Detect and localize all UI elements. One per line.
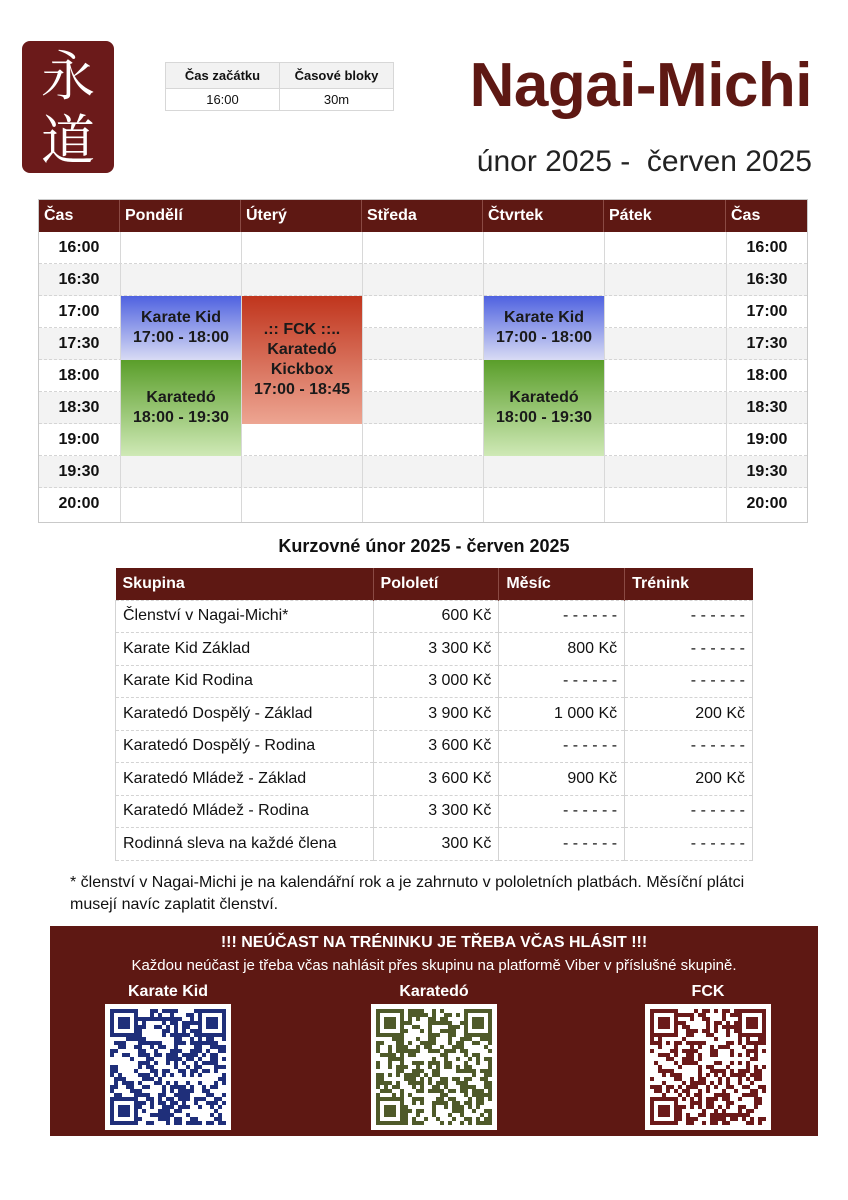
class-block-fck-tuesday[interactable] [242,296,362,424]
time-label-right: 18:00 [746,367,788,384]
class-time: 17:00 - 18:00 [495,329,593,346]
fee-month: 1 000 Kč [499,698,625,731]
table-row [116,633,753,666]
kanji-ei-glyph [33,45,103,105]
time-label-right: 17:30 [746,335,788,352]
club-logo [22,41,114,173]
fee-training: - - - - - - [625,600,753,633]
fees-col-month: Měsíc [499,568,625,600]
time-label-left: 18:30 [58,399,100,416]
class-name: Kickbox [270,361,334,378]
fees-col-training: Trénink [625,568,753,600]
class-time: 17:00 - 18:45 [253,381,351,398]
absence-notice-panel [50,926,818,1136]
fee-group: Členství v Nagai-Michi* [116,600,374,633]
class-block-karatedo-monday[interactable] [121,360,241,456]
col-friday: Pátek [604,200,726,232]
svg-text:永: 永 [41,45,95,105]
qr-code-karatedo[interactable] [371,1004,497,1130]
fee-training: - - - - - - [625,828,753,861]
class-time: 18:00 - 19:30 [132,409,230,426]
class-block-karatedo-thursday[interactable] [484,360,604,456]
period-subtitle: únor 2025 - červen 2025 [476,145,812,178]
fee-training: - - - - - - [625,795,753,828]
time-blocks-header: Časové bloky [280,63,394,89]
start-time-value: 16:00 [166,89,280,111]
fee-semester: 3 900 Kč [373,698,499,731]
table-row [116,828,753,861]
fee-month: - - - - - - [499,828,625,861]
schedule-row [39,232,807,264]
fee-semester: 3 600 Kč [373,730,499,763]
col-monday: Pondělí [120,200,241,232]
time-label-left: 19:00 [58,431,100,448]
start-time-header: Čas začátku [166,63,280,89]
class-name: Karatedó [509,389,579,406]
fee-month: - - - - - - [499,600,625,633]
time-label-left: 20:00 [58,495,100,512]
fee-group: Rodinná sleva na každé člena [116,828,374,861]
fees-title: Kurzovné únor 2025 - červen 2025 [278,536,570,556]
col-tuesday: Úterý [241,200,362,232]
time-label-right: 17:00 [746,303,788,320]
fee-training: 200 Kč [625,763,753,796]
qr-label-karatedo: Karatedó [399,983,469,1000]
schedule-header [39,200,807,232]
fee-semester: 3 300 Kč [373,795,499,828]
svg-text:道: 道 [41,109,95,169]
fee-semester: 3 300 Kč [373,633,499,666]
schedule-row [39,456,807,488]
fee-group: Karatedó Dospělý - Základ [116,698,374,731]
fees-col-semester: Pololetí [373,568,499,600]
qr-code-karate-kid[interactable] [105,1004,231,1130]
class-block-karate-kid-monday[interactable] [121,296,241,360]
time-label-right: 20:00 [746,495,788,512]
time-blocks-value: 30m [280,89,394,111]
class-name: Karatedó [146,389,216,406]
schedule-settings [165,62,394,111]
weekly-schedule [38,199,808,523]
fee-group: Karate Kid Rodina [116,665,374,698]
table-row [116,763,753,796]
fee-training: - - - - - - [625,730,753,763]
time-label-right: 16:30 [746,271,788,288]
page-title: Nagai-Michi [469,51,812,120]
class-name: Karate Kid [503,309,585,326]
column-divider [604,232,605,522]
class-time: 17:00 - 18:00 [132,329,230,346]
table-row [116,665,753,698]
class-name: Karatedó [267,341,337,358]
table-row [116,730,753,763]
fee-semester: 600 Kč [373,600,499,633]
time-label-right: 19:00 [746,431,788,448]
schedule-row [39,488,807,520]
fee-month: - - - - - - [499,730,625,763]
table-row [116,698,753,731]
fee-training: - - - - - - [625,633,753,666]
fee-month: - - - - - - [499,665,625,698]
membership-footnote: * členství v Nagai-Michi je na kalendářní rok a je zahrnuto v pololetních platbách. Měsíční plátci musejí navíc zaplatit členství. [70,874,745,913]
fee-group: Karatedó Mládež - Rodina [116,795,374,828]
kanji-do-glyph [33,109,103,169]
fee-semester: 3 600 Kč [373,763,499,796]
column-divider [362,232,363,522]
time-label-left: 17:30 [58,335,100,352]
class-time: 18:00 - 19:30 [495,409,593,426]
time-label-left: 18:00 [58,367,100,384]
time-label-right: 19:30 [746,463,788,480]
class-name: Karate Kid [140,309,222,326]
fee-group: Karate Kid Základ [116,633,374,666]
col-time-left: Čas [39,200,120,232]
time-label-left: 19:30 [58,463,100,480]
time-label-right: 16:00 [746,239,788,256]
time-label-left: 16:00 [58,239,100,256]
fees-col-group: Skupina [116,568,374,600]
fee-semester: 300 Kč [373,828,499,861]
table-row [116,795,753,828]
fee-month: 800 Kč [499,633,625,666]
fees-header-row [116,568,753,600]
col-time-right: Čas [731,207,761,224]
fee-semester: 3 000 Kč [373,665,499,698]
col-thursday: Čtvrtek [483,200,604,232]
time-label-left: 17:00 [58,303,100,320]
time-label-left: 16:30 [58,271,100,288]
fee-training: 200 Kč [625,698,753,731]
time-label-right: 18:30 [746,399,788,416]
absence-warning: !!! NEÚČAST NA TRÉNINKU JE TŘEBA VČAS HLÁSIT !!! [220,934,648,951]
qr-label-karate-kid: Karate Kid [127,983,209,1000]
class-name: .:: FCK ::.. [263,321,341,338]
absence-info: Každou neúčast je třeba včas nahlásit přes skupinu na platformě Viber v příslušné skupině. [131,957,737,974]
fee-month: - - - - - - [499,795,625,828]
schedule-row [39,264,807,296]
fee-training: - - - - - - [625,665,753,698]
fees-table [115,568,753,861]
fee-group: Karatedó Dospělý - Rodina [116,730,374,763]
qr-label-fck: FCK [691,983,725,1000]
fee-group: Karatedó Mládež - Základ [116,763,374,796]
qr-code-fck[interactable] [645,1004,771,1130]
col-wednesday: Středa [362,200,483,232]
fee-month: 900 Kč [499,763,625,796]
table-row [116,600,753,633]
class-block-karate-kid-thursday[interactable] [484,296,604,360]
